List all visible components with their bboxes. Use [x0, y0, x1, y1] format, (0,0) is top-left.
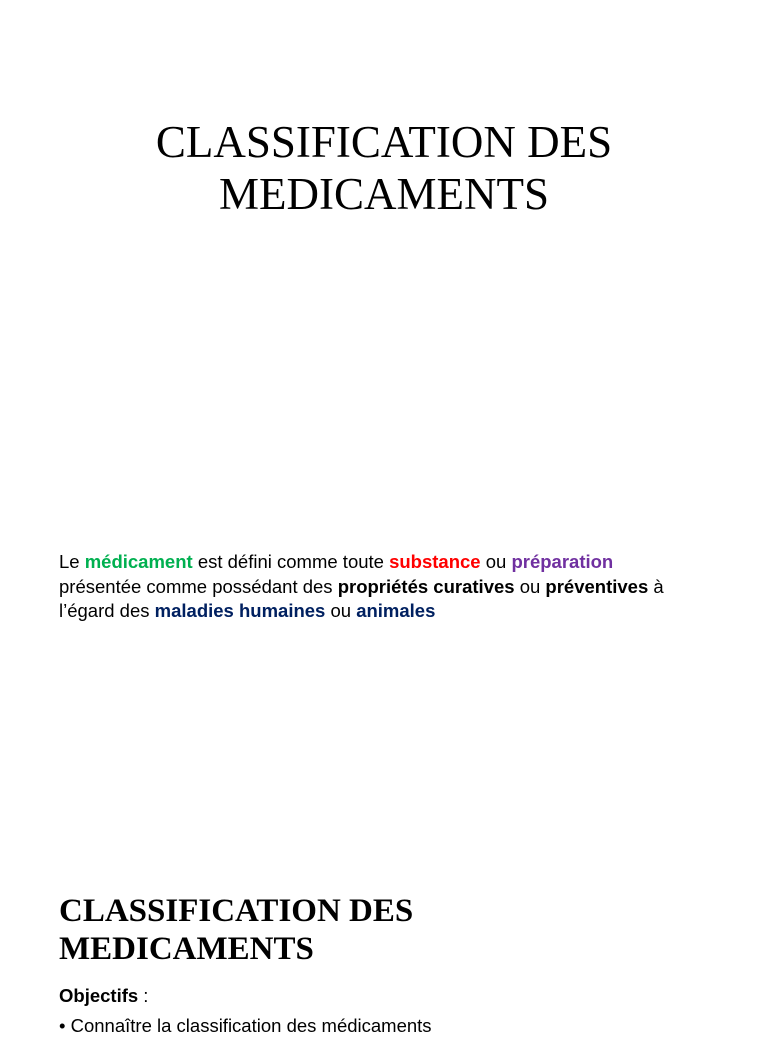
text: ou [480, 551, 512, 572]
text: présentée comme possédant des [59, 575, 338, 597]
slide-title [0, 0, 768, 510]
slide-objectives [0, 860, 768, 1036]
term-substance: substance [389, 551, 481, 572]
title-line-2: MEDICAMENTS [59, 931, 314, 967]
title-line-1: CLASSIFICATION DES [59, 893, 414, 929]
slide-definition [0, 510, 768, 860]
term-maladies-humaines: maladies humaines [154, 600, 326, 621]
text: l’égard des [59, 600, 155, 621]
title-line-2: MEDICAMENTS [218, 169, 549, 219]
objectifs-word: Objectifs [59, 985, 139, 1006]
slide-title-heading [0, 116, 768, 220]
term-medicament: médicament [84, 551, 193, 572]
term-proprietes-curatives: propriétés curatives [337, 575, 515, 597]
bullet-icon: • [59, 1015, 66, 1036]
text: Le [59, 551, 85, 572]
text: ou [325, 600, 357, 621]
term-animales: animales [356, 600, 436, 621]
objectifs-colon: : [138, 985, 149, 1006]
objectifs-label [59, 984, 148, 1008]
text: à [648, 575, 664, 597]
term-preparation: préparation [511, 551, 614, 572]
definition-paragraph [59, 550, 749, 624]
title-line-1: CLASSIFICATION DES [155, 117, 613, 167]
term-preventives: préventives [545, 575, 649, 597]
objectives-slide-heading [59, 892, 749, 968]
list-item [59, 1014, 432, 1038]
text: ou [514, 575, 546, 597]
bullet-text: Connaître la classification des médicaments [65, 1015, 432, 1036]
text: est défini comme toute [192, 551, 390, 572]
